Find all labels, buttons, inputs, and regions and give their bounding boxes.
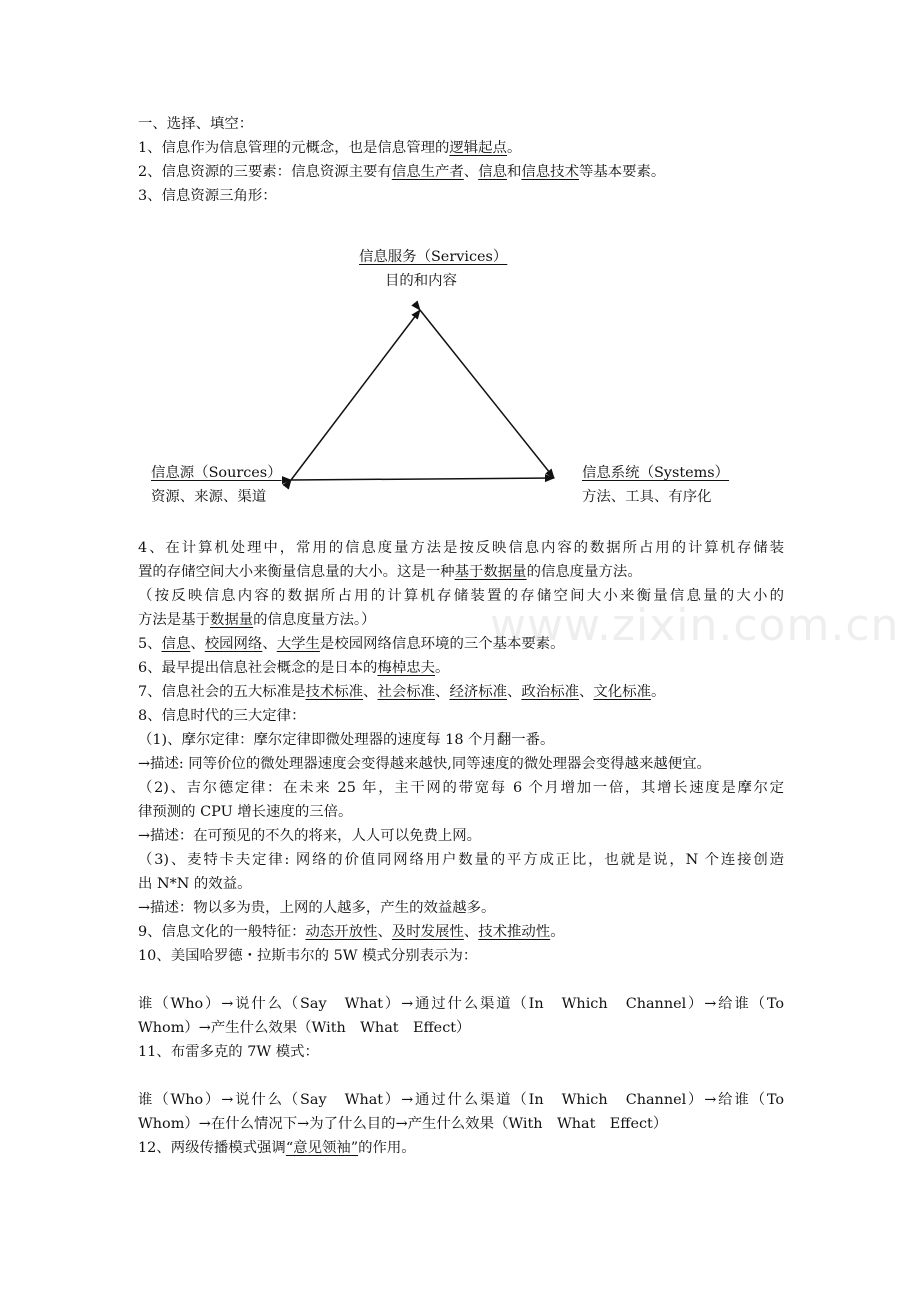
item-7 — [138, 680, 784, 704]
answer-blank: “意见领袖” — [285, 1140, 359, 1156]
item-11: 11、布雷多克的 7W 模式： — [138, 1044, 319, 1060]
item-1 — [138, 136, 784, 160]
answer-blank: 梅棹忠夫 — [377, 660, 435, 676]
text: 等基本要素。 — [578, 164, 666, 180]
node-systems-subtitle: 方法、工具、有序化 — [582, 489, 712, 505]
text: 。 — [650, 684, 666, 700]
answer-blank: 政治标准 — [521, 684, 579, 700]
item-8-moore-desc: →描述: 同等价位的微处理器速度会变得越来越快,同等速度的微处理器会变得越来越便宜。 — [138, 756, 711, 772]
item-11-model-2: Whom）→在什么情况下→为了什么目的→产生什么效果（With What Effect） — [138, 1116, 668, 1132]
node-services — [359, 245, 507, 293]
text: 2、信息资源的三要素：信息资源主要有 — [138, 164, 392, 180]
item-8-gilder-1: （2)、吉尔德定律：在未来 25 年，主干网的带宽每 6 个月增加一倍，其增长速度是摩尔定 — [138, 780, 784, 796]
answer-blank: 技术推动性 — [478, 924, 551, 940]
item-8-moore: （1)、摩尔定律：摩尔定律即微处理器的速度每 18 个月翻一番。 — [138, 732, 555, 748]
text: 9、信息文化的一般特征： — [138, 924, 306, 940]
text: 12、两级传播模式强调 — [138, 1140, 286, 1156]
answer-blank: 信息技术 — [521, 164, 579, 180]
node-services-title: 信息服务（Services） — [359, 249, 508, 265]
answer-blank: 信息生产者 — [391, 164, 464, 180]
text: 、 — [435, 684, 450, 700]
spacer — [138, 968, 784, 992]
text: 和 — [506, 164, 522, 180]
answer-blank: 数据量 — [209, 612, 254, 628]
item-6 — [138, 656, 784, 680]
answer-blank: 动态开放性 — [305, 924, 378, 940]
answer-blank: 及时发展性 — [391, 924, 464, 940]
item-8-gilder-2: 律预测的 CPU 增长速度的三倍。 — [138, 804, 353, 820]
text: 6、最早提出信息社会概念的是日本的 — [138, 660, 378, 676]
item-4-line-4 — [138, 608, 784, 632]
text: 1、信息作为信息管理的元概念，也是信息管理的 — [138, 140, 450, 156]
answer-blank: 信息 — [161, 636, 191, 652]
text: 7、信息社会的五大标准是 — [138, 684, 306, 700]
answer-blank: 逻辑起点 — [449, 140, 507, 156]
item-9 — [138, 920, 784, 944]
node-systems-title: 信息系统（Systems） — [582, 465, 730, 481]
text: 的作用。 — [358, 1140, 416, 1156]
item-10: 10、美国哈罗德・拉斯韦尔的 5W 模式分别表示为： — [138, 948, 478, 964]
watermark: www.zixin.com.cn — [490, 600, 900, 651]
spacer — [138, 1064, 784, 1088]
item-4-line-2 — [138, 560, 784, 584]
text: 、 — [463, 164, 479, 180]
edge-left-right — [291, 478, 554, 480]
text: 、 — [363, 684, 378, 700]
answer-blank: 大学生 — [276, 636, 320, 652]
edge-top-right — [420, 310, 554, 478]
text: 、 — [377, 924, 392, 940]
text: 置的存储空间大小来衡量信息量的大小。这是一种 — [138, 564, 455, 580]
item-8-metcalfe-desc: →描述：物以多为贵，上网的人越多，产生的效益越多。 — [138, 900, 496, 916]
item-8: 8、信息时代的三大定律： — [138, 708, 306, 724]
item-8-metcalfe-2: 出 N*N 的效益。 — [138, 876, 252, 892]
item-2 — [138, 160, 784, 184]
text: 5、 — [138, 636, 162, 652]
text: 、 — [190, 636, 205, 652]
text: 的信息度量方法。） — [253, 612, 376, 628]
text: 、 — [579, 684, 594, 700]
node-systems — [582, 461, 729, 509]
text: 是校园网络信息环境的三个基本要素。 — [319, 636, 565, 652]
section-heading: 一、选择、填空： — [138, 116, 254, 132]
answer-blank: 社会标准 — [377, 684, 436, 700]
edge-left-top — [291, 310, 420, 480]
text: 、 — [262, 636, 277, 652]
text: 、 — [507, 684, 522, 700]
text: 。 — [506, 140, 522, 156]
text: 的信息度量方法。 — [526, 564, 642, 580]
item-8-metcalfe-1: （3)、麦特卡夫定律: 网络的价值同网络用户数量的平方成正比，也就是说，N 个连接创造 — [138, 852, 784, 868]
text: 。 — [550, 924, 565, 940]
node-sources — [151, 461, 282, 509]
info-resource-triangle — [138, 238, 784, 528]
answer-blank: 经济标准 — [449, 684, 508, 700]
item-10-model-2: Whom）→产生什么效果（With What Effect） — [138, 1020, 471, 1036]
node-services-subtitle: 目的和内容 — [385, 273, 457, 289]
item-4-line-3: （按反映信息内容的数据所占用的计算机存储装置的存储空间大小来衡量信息量的大小的 — [138, 588, 784, 604]
item-10-model-1: 谁（Who）→说什么（Say What）→通过什么渠道（In Which Channel）→给谁（To — [138, 996, 784, 1012]
node-sources-title: 信息源（Sources） — [151, 465, 282, 481]
item-5 — [138, 632, 784, 656]
item-3: 3、信息资源三角形： — [138, 188, 277, 204]
text: 方法是基于 — [138, 612, 210, 628]
answer-blank: 文化标准 — [593, 684, 651, 700]
item-11-model-1: 谁（Who）→说什么（Say What）→通过什么渠道（In Which Channel）→给谁（To — [138, 1092, 784, 1108]
answer-blank: 校园网络 — [204, 636, 263, 652]
answer-blank: 基于数据量 — [454, 564, 527, 580]
text: 、 — [463, 924, 479, 940]
node-sources-subtitle: 资源、来源、渠道 — [151, 489, 267, 505]
item-4-line-1: 4、在计算机处理中，常用的信息度量方法是按反映信息内容的数据所占用的计算机存储装 — [138, 540, 784, 556]
item-12 — [138, 1136, 784, 1160]
text: 。 — [435, 660, 450, 676]
answer-blank: 信息 — [478, 164, 507, 180]
answer-blank: 技术标准 — [305, 684, 364, 700]
item-8-gilder-desc: →描述：在可预见的不久的将来，人人可以免费上网。 — [138, 828, 482, 844]
